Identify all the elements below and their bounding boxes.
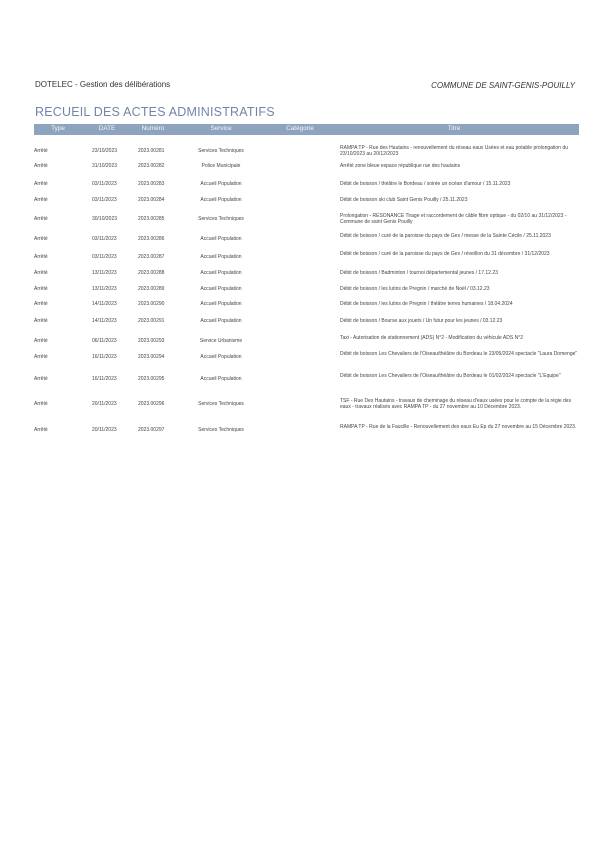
cell-service: Accueil Population bbox=[200, 181, 242, 187]
cell-number: 2023.00297 bbox=[138, 427, 165, 433]
cell-title: Débit de boisson / curé de la paroisse du pays de Gex / messe de la Sainte Cécile / 25.11.2023 bbox=[340, 233, 551, 239]
cell-number: 2023.00296 bbox=[138, 401, 165, 407]
cell-title: Arrêté zone bleue espace république rue des hautains bbox=[340, 163, 461, 169]
cell-date: 31/10/2023 bbox=[92, 163, 118, 169]
cell-date: 13/11/2023 bbox=[92, 270, 117, 276]
cell-number: 2023.00294 bbox=[138, 354, 165, 360]
cell-date: 23/10/2023 bbox=[92, 148, 118, 154]
cell-type: Arrêté bbox=[34, 254, 48, 260]
cell-service: Services Techniques bbox=[198, 401, 244, 407]
cell-service: Accueil Population bbox=[200, 318, 242, 324]
cell-type: Arrêté bbox=[34, 216, 48, 222]
cell-title: Débit de boisson Les Chevaliers de l'Oiseau/théâtre du Bordeau le 01/02/2024 spectacle "L'Equipe" bbox=[340, 373, 561, 379]
cell-type: Arrêté bbox=[34, 401, 48, 407]
cell-type: Arrêté bbox=[34, 301, 48, 307]
cell-date: 13/11/2023 bbox=[92, 286, 117, 292]
cell-date: 03/11/2023 bbox=[92, 181, 117, 187]
cell-service: Services Techniques bbox=[198, 216, 244, 222]
cell-number: 2023.00281 bbox=[138, 148, 165, 154]
cell-date: 30/10/2023 bbox=[92, 216, 118, 222]
cell-service: Services Techniques bbox=[198, 148, 244, 154]
cell-number: 2023.00290 bbox=[138, 301, 165, 307]
cell-type: Arrêté bbox=[34, 270, 48, 276]
col-header-service: Service bbox=[210, 125, 232, 132]
cell-number: 2023.00283 bbox=[138, 181, 165, 187]
cell-title: RAMPA TP - Rue des Hautains - renouvellement du réseau eaux Usées et eau potable prolongation du 23/10/2023 au 20/12/2023 bbox=[340, 145, 568, 158]
cell-service: Service Urbanisme bbox=[199, 338, 243, 344]
col-header-type: Type bbox=[51, 125, 65, 132]
cell-service: Accueil Population bbox=[200, 254, 242, 260]
col-header-category: Catégorie bbox=[286, 125, 314, 132]
cell-date: 03/11/2023 bbox=[92, 197, 117, 203]
cell-service: Accueil Population bbox=[200, 286, 242, 292]
header-app-name: DOTELEC - Gestion des délibérations bbox=[35, 80, 171, 89]
page-title: RECUEIL DES ACTES ADMINISTRATIFS bbox=[35, 105, 275, 119]
cell-number: 2023.00288 bbox=[138, 270, 165, 276]
cell-service: Accueil Population bbox=[200, 376, 242, 382]
cell-number: 2023.00282 bbox=[138, 163, 165, 169]
cell-type: Arrêté bbox=[34, 376, 48, 382]
cell-type: Arrêté bbox=[34, 286, 48, 292]
cell-title: Débit de boisson / les lutins de Pregnin / théâtre terres humaines / 18.04.2024 bbox=[340, 301, 513, 307]
cell-title: Débit de boisson / Bourse aux jouets / Un futur pour les jeunes / 03.12.23 bbox=[340, 318, 503, 324]
cell-title: Taxi - Autorisation de stationnement (ADS) N°2 - Modification du véhicule ADS N°2 bbox=[340, 335, 523, 341]
cell-number: 2023.00287 bbox=[138, 254, 165, 260]
table-header bbox=[34, 124, 579, 135]
cell-date: 20/11/2023 bbox=[92, 401, 117, 407]
cell-title: RAMPA TP - Rue de la Faucille - Renouvellement des eaux Eu Ep du 27 novembre au 15 Décembre 2023. bbox=[340, 424, 577, 430]
cell-title: Débit de boisson / Badminton / tournoi départemental jeunes / 17.12.23 bbox=[340, 270, 498, 276]
cell-service: Accueil Population bbox=[200, 270, 242, 276]
col-header-title: Titre bbox=[447, 125, 461, 132]
cell-number: 2023.00289 bbox=[138, 286, 165, 292]
cell-service: Accueil Population bbox=[200, 197, 242, 203]
cell-type: Arrêté bbox=[34, 427, 48, 433]
cell-service: Accueil Population bbox=[200, 301, 242, 307]
cell-title: Débit de boisson / théâtre le Bordeau / soirée un océan d'amour / 15.11.2023 bbox=[340, 181, 511, 187]
cell-type: Arrêté bbox=[34, 197, 48, 203]
cell-title: Débit de boisson / curé de la paroisse du pays de Gex / réveillon du 31 décembre / 31/12/2023 bbox=[340, 251, 550, 257]
cell-number: 2023.00295 bbox=[138, 376, 165, 382]
cell-date: 03/11/2023 bbox=[92, 236, 117, 242]
cell-title: Prolongation - RESONANCE Tirage et raccordement de câble fibre optique - du 02/10 au 31/12/2023 - Commune de saint Genis Pouilly bbox=[340, 213, 567, 226]
cell-service: Accueil Population bbox=[200, 354, 242, 360]
cell-service: Services Techniques bbox=[198, 427, 244, 433]
cell-date: 16/11/2023 bbox=[92, 376, 117, 382]
cell-date: 16/11/2023 bbox=[92, 354, 117, 360]
cell-type: Arrêté bbox=[34, 338, 48, 344]
cell-number: 2023.00293 bbox=[138, 338, 165, 344]
cell-title: Débit de boisson ski club Saint Genis Pouilly / 25.11.2023 bbox=[340, 197, 468, 203]
header-commune: COMMUNE DE SAINT-GENIS-POUILLY bbox=[431, 81, 575, 90]
cell-number: 2023.00291 bbox=[138, 318, 165, 324]
cell-type: Arrêté bbox=[34, 354, 48, 360]
cell-type: Arrêté bbox=[34, 163, 48, 169]
cell-number: 2023.00284 bbox=[138, 197, 165, 203]
cell-date: 14/11/2023 bbox=[92, 301, 117, 307]
cell-number: 2023.00285 bbox=[138, 216, 165, 222]
col-header-number: Numéro bbox=[141, 125, 165, 132]
cell-type: Arrêté bbox=[34, 148, 48, 154]
cell-title: Débit de boisson Les Chevaliers de l'Oiseau/théâtre du Bordeau le 23/05/2024 spectacle "Laura Domenge" bbox=[340, 351, 578, 357]
cell-title: TSF - Rue Des Hautains - travaux de cheminage du réseau d'eaux usées pour le compte de la régie des eaux - travaux réalisés avec RAMPA TP - du 27 novembre au 10 Décembre 2023. bbox=[340, 398, 572, 411]
cell-date: 06/11/2023 bbox=[92, 338, 117, 344]
cell-type: Arrêté bbox=[34, 236, 48, 242]
cell-title: Débit de boisson / les lutins de Pregnin / marché de Noël / 03.12.23 bbox=[340, 286, 490, 292]
cell-date: 03/11/2023 bbox=[92, 254, 117, 260]
cell-type: Arrêté bbox=[34, 181, 48, 187]
cell-type: Arrêté bbox=[34, 318, 48, 324]
cell-number: 2023.00286 bbox=[138, 236, 165, 242]
col-header-date: DATE bbox=[98, 125, 116, 132]
cell-service: Accueil Population bbox=[200, 236, 242, 242]
cell-service: Police Municipale bbox=[201, 163, 241, 169]
cell-date: 20/11/2023 bbox=[92, 427, 117, 433]
cell-date: 14/11/2023 bbox=[92, 318, 117, 324]
